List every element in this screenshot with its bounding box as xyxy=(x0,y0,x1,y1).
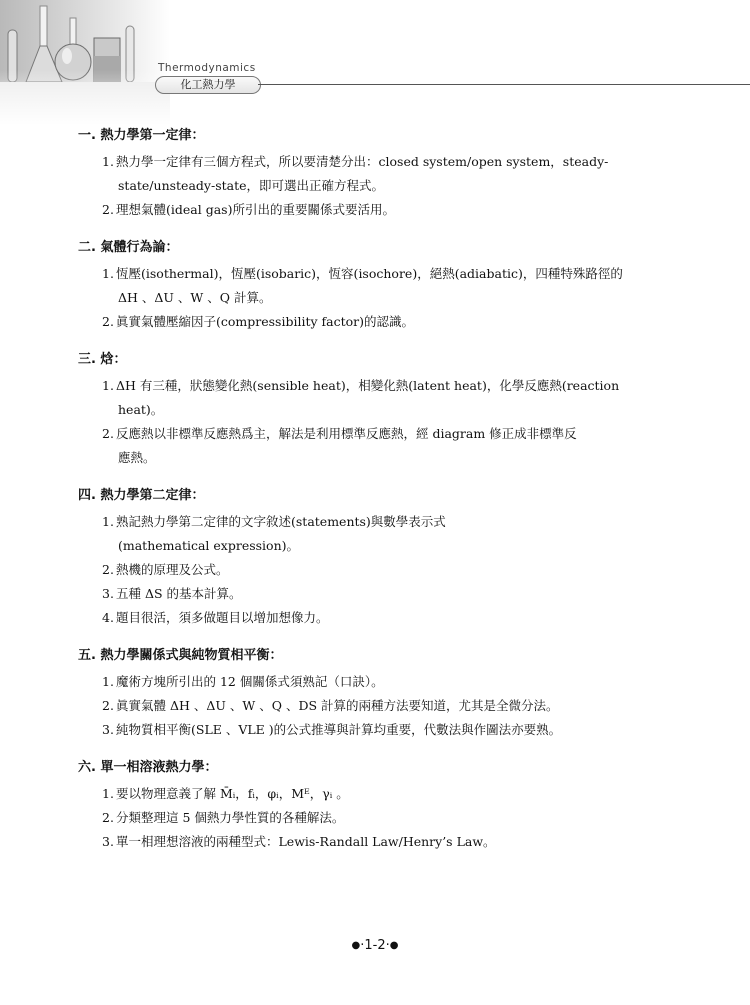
section xyxy=(78,350,678,470)
list-item xyxy=(102,606,678,630)
item-text-line: 要以物理意義了解 M̄ᵢ，fᵢ，φᵢ，Mᴱ，γᵢ 。 xyxy=(116,786,349,801)
item-number: 2. xyxy=(102,426,114,441)
section-title: 二. 氣體行為論： xyxy=(78,240,179,255)
item-text xyxy=(116,606,678,630)
item-number: 2. xyxy=(102,202,114,217)
section-title: 六. 單一相溶液熱力學： xyxy=(78,760,218,775)
section-title: 五. 熱力學關係式與純物質相平衡： xyxy=(78,648,283,663)
item-text-line: 理想氣體(ideal gas)所引出的重要關係式要活用。 xyxy=(116,202,395,217)
list-item xyxy=(102,198,678,222)
item-number: 1. xyxy=(102,514,114,529)
item-text-line: 熱力學一定律有三個方程式，所以要清楚分出：closed system/open system，steady- xyxy=(116,154,609,169)
list-item xyxy=(102,150,678,198)
list-item xyxy=(102,558,678,582)
item-text-line: 反應熱以非標準反應熱爲主，解法是利用標準反應熱，經 diagram 修正成非標準反 xyxy=(116,426,577,441)
item-text-line: 眞實氣體壓縮因子(compressibility factor)的認識。 xyxy=(116,314,414,329)
list-item xyxy=(102,262,678,310)
page-number: ●·1-2·● xyxy=(351,938,399,953)
item-text xyxy=(116,198,678,222)
item-number: 2. xyxy=(102,314,114,329)
lab-glassware-header-image xyxy=(0,0,170,125)
header-subtitle: Thermodynamics xyxy=(158,62,256,74)
item-number: 2. xyxy=(102,698,114,713)
item-number: 4. xyxy=(102,610,114,625)
section xyxy=(78,758,678,854)
item-text-line: 分類整理這 5 個熱力學性質的各種解法。 xyxy=(116,810,345,825)
item-text xyxy=(116,310,678,334)
item-text xyxy=(116,150,678,198)
section-title: 一. 熱力學第一定律： xyxy=(78,128,205,143)
item-text-line: 眞實氣體 ΔH 、ΔU 、W 、Q 、DS 計算的兩種方法要知道，尤其是全微分法。 xyxy=(116,698,559,713)
item-text-line: 熱機的原理及公式。 xyxy=(116,562,229,577)
item-text xyxy=(116,670,678,694)
item-list xyxy=(78,150,678,222)
section xyxy=(78,486,678,630)
section xyxy=(78,646,678,742)
bullet-icon: ● xyxy=(389,940,399,951)
page-content xyxy=(78,126,678,870)
item-text xyxy=(116,374,678,422)
item-list xyxy=(78,262,678,334)
item-text-line: 魔術方塊所引出的 12 個關係式須熟記（口訣）。 xyxy=(116,674,384,689)
section-title: 三. 焓： xyxy=(78,352,127,367)
item-number: 1. xyxy=(102,154,114,169)
item-number: 1. xyxy=(102,266,114,281)
section-title: 四. 熱力學第二定律： xyxy=(78,488,205,503)
item-text xyxy=(116,262,678,310)
item-text xyxy=(116,830,678,854)
item-text-line: 恆壓(isothermal)，恆壓(isobaric)，恆容(isochore)，絕熱(adiabatic)，四種特殊路徑的 xyxy=(116,266,623,281)
header-tab-label: 化工熱力學 xyxy=(155,76,261,94)
list-item xyxy=(102,694,678,718)
item-number: 3. xyxy=(102,722,114,737)
item-number: 1. xyxy=(102,786,114,801)
item-list xyxy=(78,782,678,854)
list-item xyxy=(102,422,678,470)
item-number: 2. xyxy=(102,562,114,577)
bullet-icon: ● xyxy=(351,940,361,951)
item-number: 3. xyxy=(102,586,114,601)
list-item xyxy=(102,374,678,422)
item-number: 1. xyxy=(102,674,114,689)
item-text xyxy=(116,582,678,606)
list-item xyxy=(102,830,678,854)
list-item xyxy=(102,670,678,694)
item-number: 3. xyxy=(102,834,114,849)
item-text-line: (mathematical expression)。 xyxy=(118,538,300,553)
item-text-line: 熟記熱力學第二定律的文字敘述(statements)與數學表示式 xyxy=(116,514,446,529)
section xyxy=(78,126,678,222)
item-list xyxy=(78,374,678,470)
item-number: 1. xyxy=(102,378,114,393)
list-item xyxy=(102,782,678,806)
item-text xyxy=(116,510,678,558)
item-text-line: 題目很活，須多做題目以增加想像力。 xyxy=(116,610,329,625)
list-item xyxy=(102,806,678,830)
item-text xyxy=(116,782,678,806)
item-text-line: 應熱。 xyxy=(118,450,156,465)
list-item xyxy=(102,582,678,606)
item-text-line: ΔH 、ΔU 、W 、Q 計算。 xyxy=(118,290,272,305)
item-list xyxy=(78,510,678,630)
item-text xyxy=(116,806,678,830)
item-text-line: 純物質相平衡(SLE 、VLE )的公式推導與計算均重要，代數法與作圖法亦要熟。 xyxy=(116,722,562,737)
list-item xyxy=(102,510,678,558)
item-list xyxy=(78,670,678,742)
section xyxy=(78,238,678,334)
item-text xyxy=(116,718,678,742)
item-text xyxy=(116,422,678,470)
page-number-text: 1-2 xyxy=(364,938,386,953)
item-text-line: heat)。 xyxy=(118,402,164,417)
item-text xyxy=(116,694,678,718)
item-text-line: 五種 ΔS 的基本計算。 xyxy=(116,586,242,601)
item-number: 2. xyxy=(102,810,114,825)
header-rule xyxy=(258,84,750,85)
item-text xyxy=(116,558,678,582)
item-text-line: state/unsteady-state，即可選出正確方程式。 xyxy=(118,178,385,193)
list-item xyxy=(102,310,678,334)
item-text-line: 單一相理想溶液的兩種型式：Lewis-Randall Law/Henry’s Law。 xyxy=(116,834,496,849)
list-item xyxy=(102,718,678,742)
item-text-line: ΔH 有三種，狀態變化熱(sensible heat)，相變化熱(latent heat)，化學反應熱(reaction xyxy=(116,378,620,393)
